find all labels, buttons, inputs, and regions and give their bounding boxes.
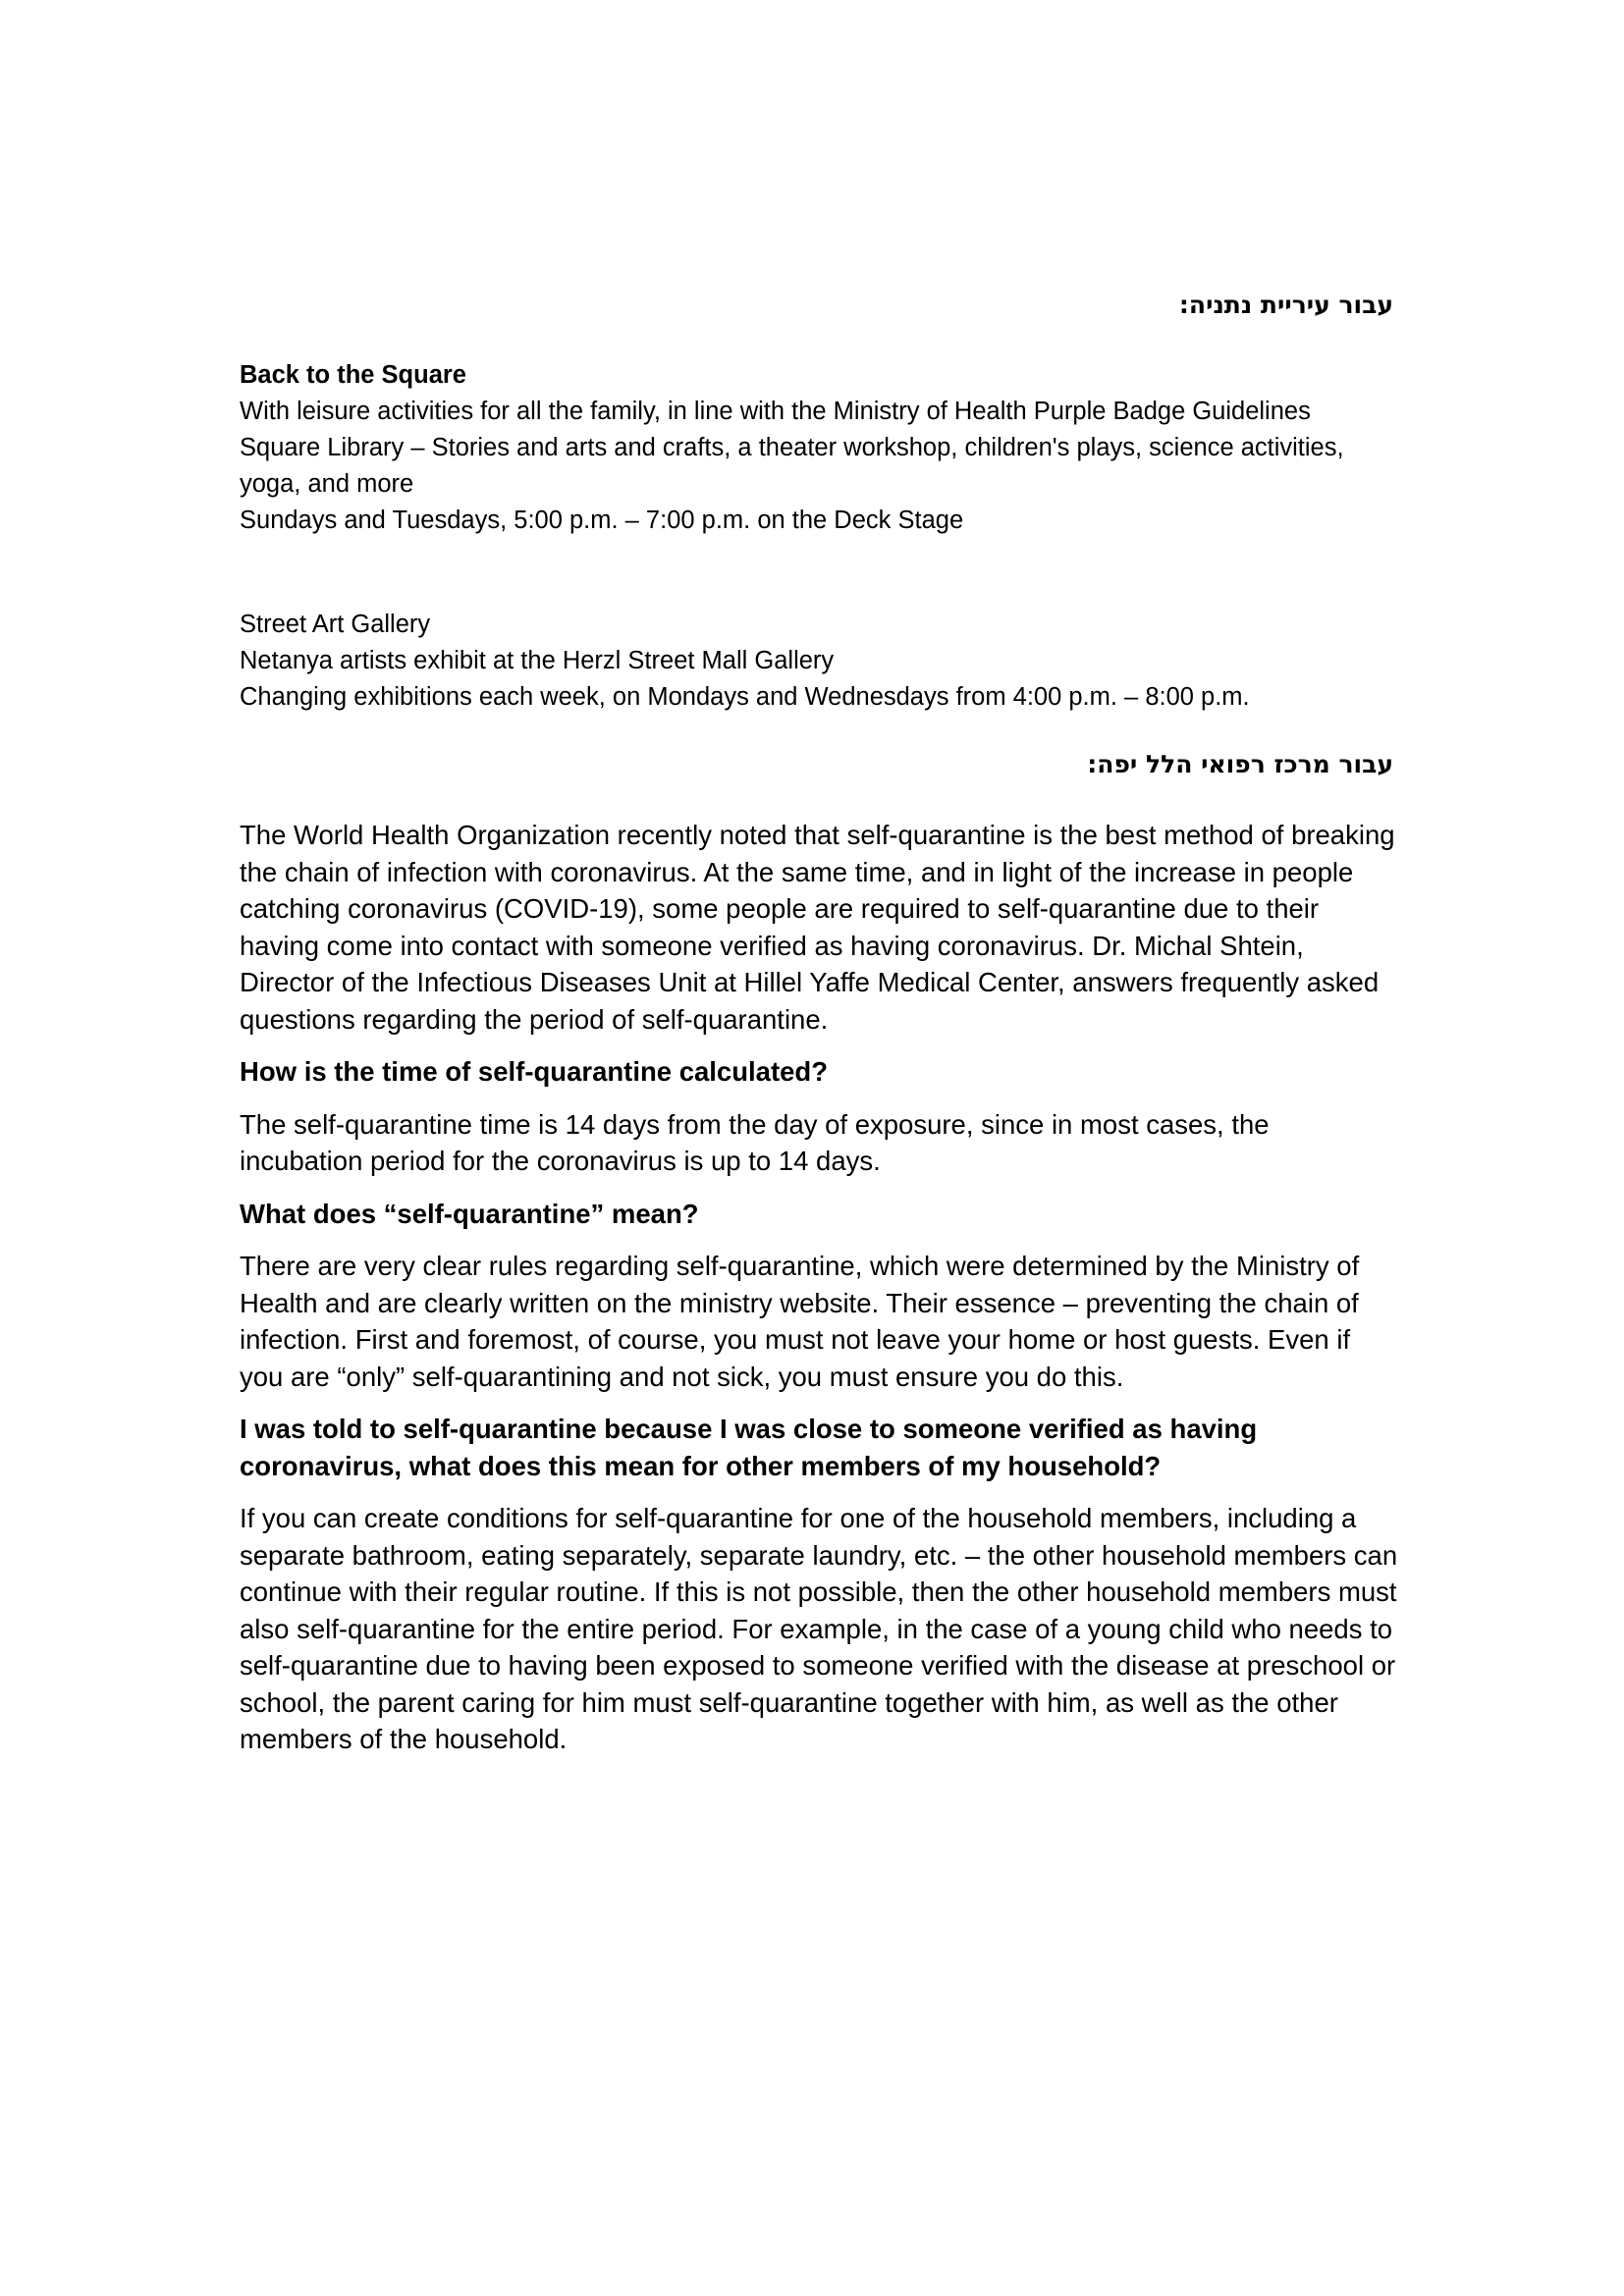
back-to-square-title: Back to the Square	[240, 361, 466, 389]
back-to-square-line2: Square Library – Stories and arts and crafts, a theater workshop, children's plays, science activities, yoga, and more	[240, 434, 1344, 498]
back-to-square-section	[240, 357, 1398, 539]
street-art-line1: Netanya artists exhibit at the Herzl Street Mall Gallery	[240, 647, 835, 674]
hillel-header: עבור מרכז רפואי הלל יפה:	[1087, 750, 1393, 778]
back-to-square-line1: With leisure activities for all the family, in line with the Ministry of Health Purple Badge Guidelines	[240, 398, 1311, 425]
answer-2: There are very clear rules regarding self-quarantine, which were determined by the Ministry of Health and are clearly written on the ministry website. Their essence – preventing the chain of infection. First and foremost, of course, you must not leave your home or host guests. Even if you are “only” self-quarantining and not sick, you must ensure you do this.	[240, 1251, 1360, 1392]
question-1: How is the time of self-quarantine calculated?	[240, 1056, 828, 1087]
street-art-section	[240, 607, 1398, 716]
question-2: What does “self-quarantine” mean?	[240, 1198, 699, 1229]
netanya-header: עבור עיריית נתניה:	[1178, 291, 1393, 319]
back-to-square-line3: Sundays and Tuesdays, 5:00 p.m. – 7:00 p.m. on the Deck Stage	[240, 507, 964, 534]
answer-1: The self-quarantine time is 14 days from the day of exposure, since in most cases, the incubation period for the coronavirus is up to 14 days.	[240, 1108, 1270, 1176]
article-body	[240, 817, 1398, 1758]
article-intro: The World Health Organization recently noted that self-quarantine is the best method of breaking the chain of infection with coronavirus. At the same time, and in light of the increase in people catching coronavirus (COVID-19), some people are required to self-quarantine due to their having come into contact with someone verified as having coronavirus. Dr. Michal Shtein, Director of the Infectious Diseases Unit at Hillel Yaffe Medical Center, answers frequently asked questions regarding the period of self-quarantine.	[240, 820, 1395, 1035]
answer-3: If you can create conditions for self-quarantine for one of the household members, including a separate bathroom, eating separately, separate laundry, etc. – the other household members can continue with their regular routine. If this is not possible, then the other household members must also self-quarantine for the entire period. For example, in the case of a young child who needs to self-quarantine due to having been exposed to someone verified with the disease at preschool or school, the parent caring for him must self-quarantine together with him, as well as the other members of the household.	[240, 1503, 1398, 1754]
street-art-line2: Changing exhibitions each week, on Mondays and Wednesdays from 4:00 p.m. – 8:00 p.m.	[240, 683, 1250, 711]
question-3: I was told to self-quarantine because I was close to someone verified as having coronavirus, what does this mean for other members of my household?	[240, 1414, 1258, 1481]
street-art-title: Street Art Gallery	[240, 611, 431, 638]
